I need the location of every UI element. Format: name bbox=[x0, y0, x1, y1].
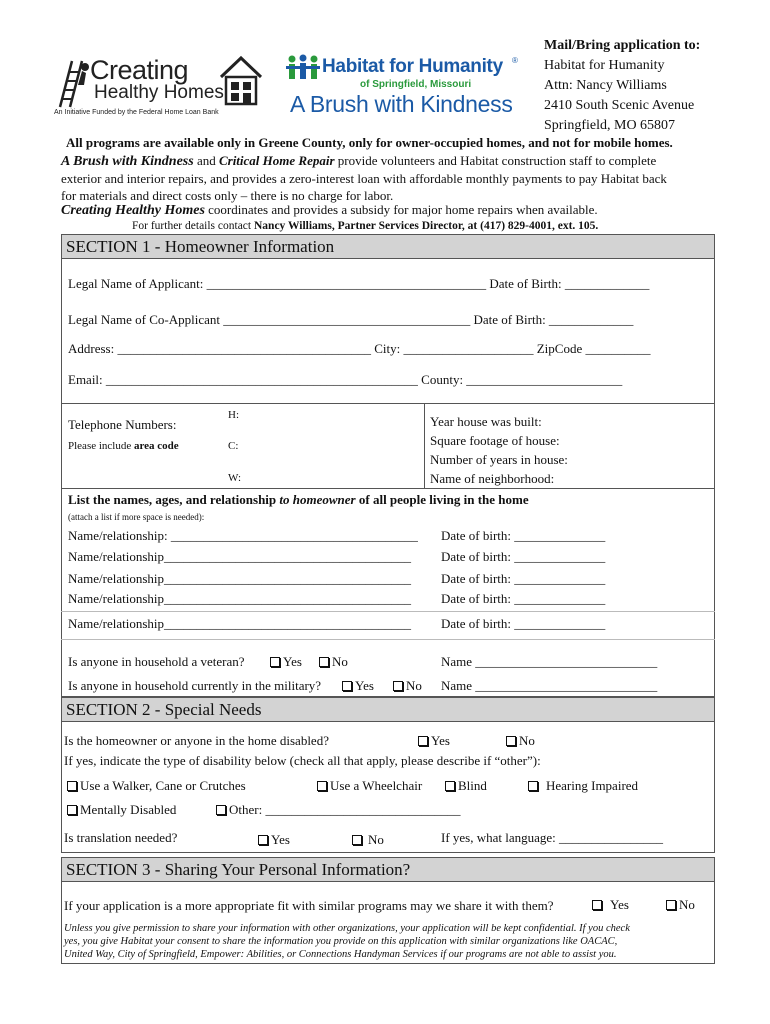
mail-line4: Springfield, MO 65807 bbox=[544, 118, 676, 133]
telephone-label: Telephone Numbers: bbox=[68, 417, 177, 432]
contact-line bbox=[132, 220, 598, 232]
intro-p1-line2: exterior and interior repairs, and provides a zero-interest loan with affordable monthly payments to pay Habitat back bbox=[61, 171, 667, 186]
disclaimer-line1: Unless you give permission to share your information with other organizations, your application will be kept confidential. If you check bbox=[64, 923, 630, 934]
dob-field[interactable]: Date of birth: ______________ bbox=[441, 528, 606, 543]
hearing-label: Hearing Impaired bbox=[546, 778, 639, 793]
share-question: If your application is a more appropriate fit with similar programs may we share it with them? bbox=[64, 898, 554, 913]
translation-no-option[interactable] bbox=[352, 832, 384, 848]
mail-line1: Habitat for Humanity bbox=[544, 58, 665, 73]
divider bbox=[61, 403, 715, 404]
disability-instructions: If yes, indicate the type of disability below (check all that apply, please describe if “other”): bbox=[64, 753, 541, 768]
disabled-no-option[interactable] bbox=[506, 733, 535, 749]
wheelchair-option[interactable] bbox=[317, 778, 422, 794]
work-phone-field[interactable]: W: bbox=[228, 472, 242, 484]
creating-healthy-homes-logo bbox=[52, 55, 264, 125]
no-label: No bbox=[519, 733, 535, 748]
wheelchair-label: Use a Wheelchair bbox=[330, 778, 423, 793]
veteran-name-field[interactable]: Name ____________________________ bbox=[441, 654, 658, 669]
checkbox[interactable] bbox=[258, 835, 268, 845]
checkbox[interactable] bbox=[666, 900, 676, 910]
household-list-heading bbox=[68, 492, 529, 508]
intro-p1-line3: for materials and direct costs only – there is no charge for labor. bbox=[61, 188, 394, 203]
no-label: No bbox=[368, 832, 384, 847]
yes-label: Yes bbox=[431, 733, 450, 748]
blind-option[interactable] bbox=[445, 778, 487, 794]
habitat-people-icon bbox=[286, 54, 320, 80]
dob-field[interactable]: Date of birth: ______________ bbox=[441, 591, 606, 606]
mental-label: Mentally Disabled bbox=[80, 802, 177, 817]
veteran-question: Is anyone in household a veteran? bbox=[68, 654, 245, 669]
checkbox[interactable] bbox=[418, 736, 428, 746]
tel-note-bold: area code bbox=[133, 440, 179, 452]
veteran-yes-option[interactable] bbox=[270, 654, 302, 670]
relationship-field[interactable]: Name/relationship______________________________________ bbox=[68, 571, 412, 586]
checkbox[interactable] bbox=[67, 805, 77, 815]
no-label: No bbox=[679, 897, 695, 912]
cell-phone-field[interactable]: C: bbox=[228, 440, 239, 452]
dob-field[interactable]: Date of birth: ______________ bbox=[441, 571, 606, 586]
coapplicant-name-field[interactable]: Legal Name of Co-Applicant ______________________________________ Date of Birth: _____________ bbox=[68, 312, 634, 327]
sharing-disclaimer bbox=[64, 922, 630, 961]
year-built-field[interactable]: Year house was built: bbox=[430, 414, 542, 429]
section3-header: SECTION 3 - Sharing Your Personal Information? bbox=[61, 857, 715, 882]
checkbox[interactable] bbox=[216, 805, 226, 815]
intro-p2-rest: coordinates and provides a subsidy for major home repairs when available. bbox=[204, 202, 598, 217]
hearing-option[interactable] bbox=[528, 778, 638, 794]
share-no-option[interactable] bbox=[666, 897, 695, 913]
list-prefix: List the names, ages, and relationship bbox=[68, 492, 280, 507]
mail-heading: Mail/Bring application to: bbox=[544, 38, 701, 53]
relationship-field[interactable]: Name/relationship______________________________________ bbox=[68, 591, 412, 606]
intro-p1-rest: provide volunteers and Habitat construction staff to complete bbox=[334, 153, 657, 168]
translation-question: Is translation needed? bbox=[64, 830, 178, 845]
divider bbox=[61, 639, 715, 640]
dob-field[interactable]: Date of birth: ______________ bbox=[441, 616, 606, 631]
habitat-name: Habitat for Humanity bbox=[322, 56, 503, 77]
relationship-field[interactable]: Name/relationship: ______________________________________ bbox=[68, 528, 418, 543]
military-name-field[interactable]: Name ____________________________ bbox=[441, 678, 658, 693]
list-suffix: of all people living in the home bbox=[355, 492, 529, 507]
chh-name: Creating Healthy Homes bbox=[61, 203, 205, 218]
mental-option[interactable] bbox=[67, 802, 176, 818]
checkbox[interactable] bbox=[445, 781, 455, 791]
program-notice: All programs are available only in Greene County, only for owner-occupied homes, and not for mobile homes. bbox=[66, 135, 673, 150]
chh-tagline: An Initiative Funded by the Federal Home Loan Bank bbox=[54, 109, 219, 116]
divider bbox=[424, 403, 425, 488]
divider bbox=[61, 488, 715, 489]
disclaimer-line2: yes, you give Habitat your consent to share the information you provide on this application with similar organizations like OACAC, bbox=[64, 936, 618, 947]
chr-name: Critical Home Repair bbox=[218, 153, 335, 168]
contact-details: Nancy Williams, Partner Services Director, at (417) 829-4001, ext. 105. bbox=[254, 220, 599, 232]
checkbox[interactable] bbox=[506, 736, 516, 746]
disabled-question: Is the homeowner or anyone in the home disabled? bbox=[64, 733, 329, 748]
habitat-logo bbox=[286, 52, 526, 122]
checkbox[interactable] bbox=[592, 900, 602, 910]
years-in-house-field[interactable]: Number of years in house: bbox=[430, 452, 568, 467]
applicant-name-field[interactable]: Legal Name of Applicant: ___________________________________________ Date of Birth: _____________ bbox=[68, 276, 650, 291]
military-yes-option[interactable] bbox=[342, 678, 374, 694]
address-field[interactable]: Address: _______________________________________ City: ____________________ ZipCode __________ bbox=[68, 341, 651, 356]
house-icon bbox=[218, 55, 264, 107]
checkbox[interactable] bbox=[342, 681, 352, 691]
share-yes-option[interactable] bbox=[592, 897, 629, 913]
mail-address-block bbox=[544, 36, 700, 136]
mail-line3: 2410 South Scenic Avenue bbox=[544, 98, 695, 113]
relationship-field[interactable]: Name/relationship______________________________________ bbox=[68, 549, 412, 564]
checkbox[interactable] bbox=[352, 835, 362, 845]
checkbox[interactable] bbox=[528, 781, 538, 791]
checkbox[interactable] bbox=[317, 781, 327, 791]
checkbox[interactable] bbox=[393, 681, 403, 691]
intro-paragraph-1 bbox=[61, 152, 667, 204]
chh-title-line1: Creating bbox=[90, 55, 189, 85]
veteran-no-option[interactable] bbox=[319, 654, 348, 670]
registered-mark: ® bbox=[512, 56, 518, 65]
divider bbox=[61, 611, 715, 612]
home-phone-field[interactable]: H: bbox=[228, 409, 239, 421]
contact-prefix: For further details contact bbox=[132, 220, 254, 232]
chh-title-line2: Healthy Homes bbox=[94, 82, 224, 103]
telephone-note bbox=[68, 440, 179, 452]
military-no-option[interactable] bbox=[393, 678, 422, 694]
yes-label: Yes bbox=[355, 678, 374, 693]
disclaimer-line3: United Way, City of Springfield, Empower: Abilities, or Connections Handyman Services if our programs are not able to assist you. bbox=[64, 949, 617, 960]
and-text: and bbox=[193, 153, 219, 168]
blind-label: Blind bbox=[458, 778, 487, 793]
translation-yes-option[interactable] bbox=[258, 832, 290, 848]
email-county-field[interactable]: Email: ________________________________________________ County: ________________________ bbox=[68, 372, 623, 387]
walker-option[interactable] bbox=[67, 778, 246, 794]
intro-paragraph-2 bbox=[61, 202, 598, 219]
dob-field[interactable]: Date of birth: ______________ bbox=[441, 549, 606, 564]
disabled-yes-option[interactable] bbox=[418, 733, 450, 749]
other-option[interactable] bbox=[216, 802, 460, 818]
checkbox[interactable] bbox=[319, 657, 329, 667]
mail-line2: Attn: Nancy Williams bbox=[544, 78, 667, 93]
attach-note: (attach a list if more space is needed): bbox=[68, 512, 205, 522]
walker-label: Use a Walker, Cane or Crutches bbox=[80, 778, 246, 793]
no-label: No bbox=[406, 678, 422, 693]
square-footage-field[interactable]: Square footage of house: bbox=[430, 433, 560, 448]
checkbox[interactable] bbox=[67, 781, 77, 791]
no-label: No bbox=[332, 654, 348, 669]
habitat-sub: of Springfield, Missouri bbox=[360, 79, 472, 90]
military-question: Is anyone in household currently in the military? bbox=[68, 678, 322, 693]
section1-header: SECTION 1 - Homeowner Information bbox=[61, 234, 715, 259]
checkbox[interactable] bbox=[270, 657, 280, 667]
relationship-field[interactable]: Name/relationship______________________________________ bbox=[68, 616, 412, 631]
language-field[interactable]: If yes, what language: ________________ bbox=[441, 830, 664, 845]
yes-label: Yes bbox=[271, 832, 290, 847]
neighborhood-field[interactable]: Name of neighborhood: bbox=[430, 471, 555, 486]
abwk-logo-text: A Brush with Kindness bbox=[290, 91, 513, 117]
yes-label: Yes bbox=[610, 897, 629, 912]
tel-note-prefix: Please include bbox=[68, 440, 134, 452]
abwk-name: A Brush with Kindness bbox=[61, 154, 194, 169]
ladder-person-icon bbox=[52, 57, 92, 109]
yes-label: Yes bbox=[283, 654, 302, 669]
section2-header: SECTION 2 - Special Needs bbox=[61, 697, 715, 722]
other-label: Other: ______________________________ bbox=[229, 802, 461, 817]
list-italic: to homeowner bbox=[279, 492, 356, 507]
